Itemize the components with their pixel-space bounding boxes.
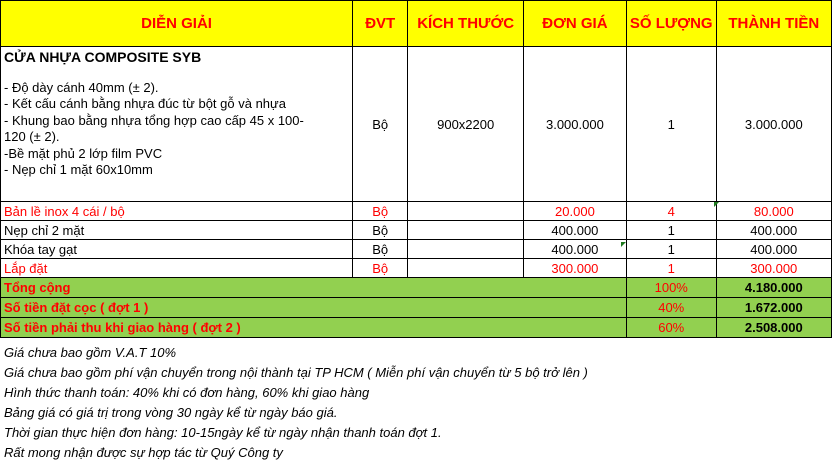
item-size <box>408 221 524 240</box>
item-price: 300.000 <box>523 259 626 278</box>
note-line: Thời gian thực hiện đơn hàng: 10-15ngày kể từ ngày nhận thanh toán đợt 1. <box>4 425 442 440</box>
item-desc: Bản lề inox 4 cái / bộ <box>1 202 353 221</box>
summary-amount: 2.508.000 <box>716 318 831 338</box>
item-size <box>408 202 524 221</box>
item-unit: Bộ <box>353 221 408 240</box>
table-row <box>1 259 832 278</box>
table-row <box>1 240 832 259</box>
summary-row-delivery <box>1 318 832 338</box>
item-price: 400.000 <box>523 221 626 240</box>
header-size: KÍCH THƯỚC <box>408 1 524 47</box>
note-line: Rất mong nhận được sự hợp tác từ Quý Công ty <box>4 445 283 460</box>
item-desc: Khóa tay gạt <box>1 240 353 259</box>
product-unit: Bộ <box>353 47 408 202</box>
summary-blank <box>408 278 524 298</box>
summary-row-deposit <box>1 298 832 318</box>
product-price: 3.000.000 <box>523 47 626 202</box>
summary-blank <box>523 318 626 338</box>
summary-blank <box>353 318 408 338</box>
product-title: CỬA NHỰA COMPOSITE SYB <box>4 49 202 65</box>
item-qty: 1 <box>626 240 716 259</box>
header-desc: DIỄN GIẢI <box>1 1 353 47</box>
cell-comment-marker <box>621 242 626 247</box>
product-qty: 1 <box>626 47 716 202</box>
table-row <box>1 202 832 221</box>
product-description <box>1 47 353 202</box>
header-total: THÀNH TIỀN <box>716 1 831 47</box>
note-line: Bảng giá có giá trị trong vòng 30 ngày kể từ ngày báo giá. <box>4 405 338 420</box>
item-unit: Bộ <box>353 259 408 278</box>
summary-blank <box>523 278 626 298</box>
summary-blank <box>523 298 626 318</box>
summary-percent: 60% <box>626 318 716 338</box>
item-desc: Lắp đặt <box>1 259 353 278</box>
item-unit: Bộ <box>353 240 408 259</box>
product-size: 900x2200 <box>408 47 524 202</box>
item-qty: 4 <box>626 202 716 221</box>
item-unit: Bộ <box>353 202 408 221</box>
header-unit: ĐVT <box>353 1 408 47</box>
product-spec: - Khung bao bằng nhựa tổng hợp cao cấp 45 x 100- <box>4 112 304 128</box>
header-row <box>1 1 832 47</box>
item-total: 400.000 <box>716 221 831 240</box>
note-line: Giá chưa bao gồm phí vận chuyển trong nội thành tại TP HCM ( Miễn phí vận chuyển từ 5 bộ trở lên ) <box>4 365 588 380</box>
summary-percent: 40% <box>626 298 716 318</box>
item-total: 80.000 <box>716 202 831 221</box>
header-price: ĐƠN GIÁ <box>523 1 626 47</box>
summary-blank <box>353 298 408 318</box>
summary-blank <box>408 318 524 338</box>
item-price: 20.000 <box>523 202 626 221</box>
header-qty: SỐ LƯỢNG <box>626 1 716 47</box>
summary-label: Tổng cộng <box>1 278 353 298</box>
item-price: 400.000 <box>523 240 626 259</box>
note-line: Hình thức thanh toán: 40% khi có đơn hàng, 60% khi giao hàng <box>4 385 370 400</box>
product-spec: - Kết cấu cánh bằng nhựa đúc từ bột gỗ và nhựa <box>4 96 286 111</box>
summary-blank <box>353 278 408 298</box>
product-spec: -Bề mặt phủ 2 lớp film PVC <box>4 145 163 161</box>
item-total: 400.000 <box>716 240 831 259</box>
product-spec: - Nẹp chỉ 1 mặt 60x10mm <box>4 162 153 177</box>
cell-comment-marker <box>714 202 719 207</box>
product-row <box>1 47 832 202</box>
summary-blank <box>408 298 524 318</box>
item-total: 300.000 <box>716 259 831 278</box>
product-total: 3.000.000 <box>716 47 831 202</box>
item-size <box>408 240 524 259</box>
summary-label: Số tiền đặt cọc ( đợt 1 ) <box>1 298 353 318</box>
summary-row-total <box>1 278 832 298</box>
summary-amount: 1.672.000 <box>716 298 831 318</box>
table-row <box>1 221 832 240</box>
item-desc: Nẹp chỉ 2 mặt <box>1 221 353 240</box>
item-qty: 1 <box>626 221 716 240</box>
item-qty: 1 <box>626 259 716 278</box>
note-line: Giá chưa bao gồm V.A.T 10% <box>4 345 177 360</box>
product-spec: - Độ dày cánh 40mm (± 2). <box>4 79 159 95</box>
summary-amount: 4.180.000 <box>716 278 831 298</box>
summary-percent: 100% <box>626 278 716 298</box>
item-size <box>408 259 524 278</box>
product-spec: 120 (± 2). <box>4 129 60 144</box>
notes-section <box>4 343 830 463</box>
summary-label: Số tiền phải thu khi giao hàng ( đợt 2 ) <box>1 318 353 338</box>
